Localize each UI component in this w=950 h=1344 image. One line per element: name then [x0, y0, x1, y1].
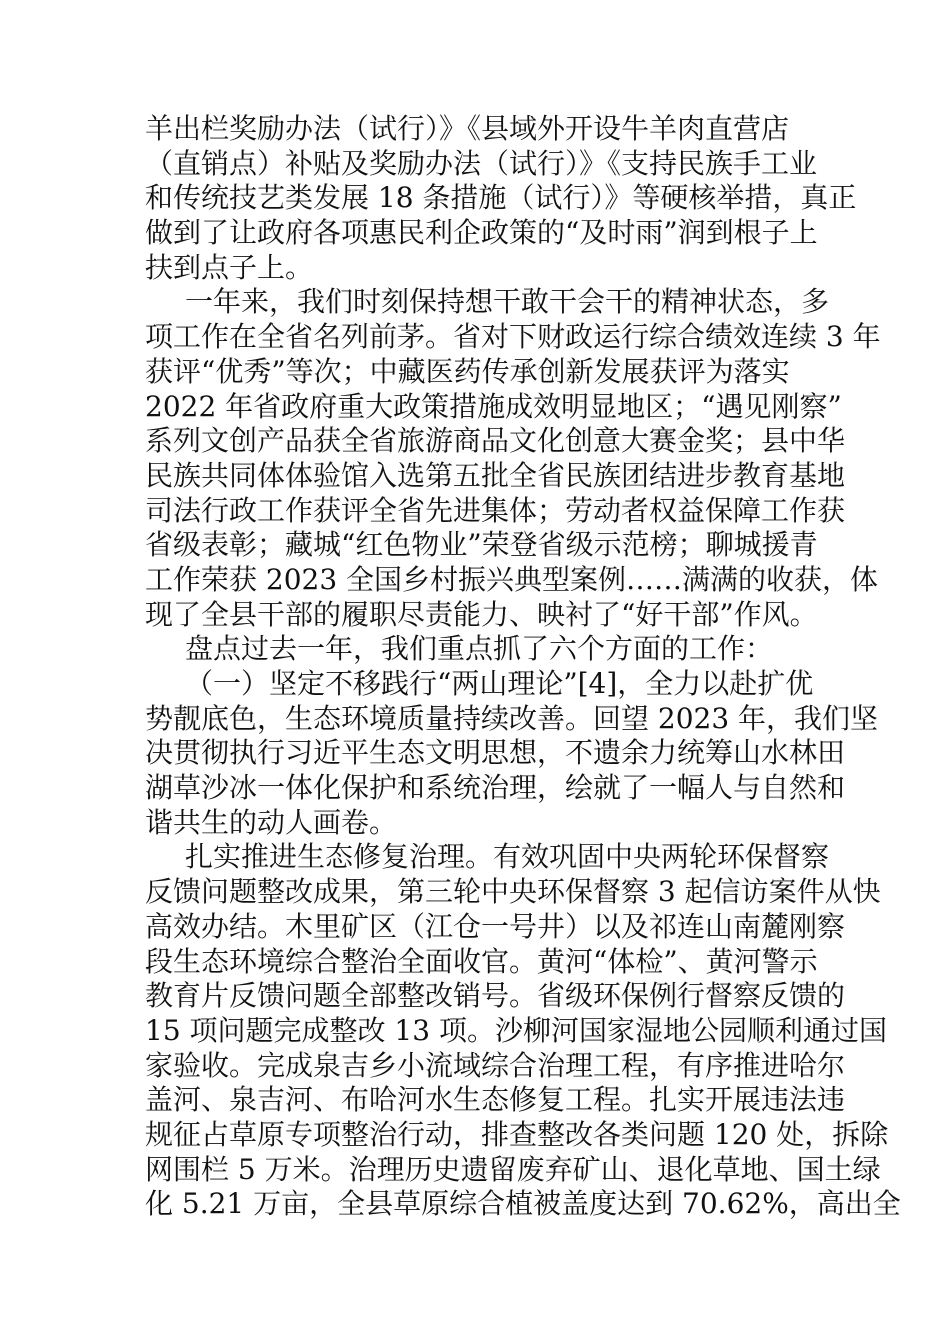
text-line: 民族共同体体验馆入选第五批全省民族团结进步教育基地 — [145, 458, 846, 492]
text-line: 网围栏 5 万米。治理历史遗留废弃矿山、退化草地、国土绿 — [145, 1152, 881, 1186]
text-line: 化 5.21 万亩，全县草原综合植被盖度达到 70.62%，高出全 — [145, 1187, 901, 1221]
text-line: （直销点）补贴及奖励办法（试行）》《支持民族手工业 — [145, 146, 818, 180]
text-line: 势靓底色，生态环境质量持续改善。回望 2023 年，我们坚 — [145, 701, 879, 735]
text-line: 和传统技艺类发展 18 条措施（试行）》等硬核举措，真正 — [145, 181, 857, 215]
text-line: 家验收。完成泉吉乡小流域综合治理工程，有序推进哈尔 — [145, 1048, 846, 1082]
text-line: 一年来，我们时刻保持想干敢干会干的精神状态，多 — [185, 285, 830, 319]
text-line: 15 项问题完成整改 13 项。沙柳河国家湿地公园顺利通过国 — [145, 1013, 887, 1047]
text-line: 高效办结。木里矿区（江仓一号井）以及祁连山南麓刚察 — [145, 909, 846, 943]
text-line: 扎实推进生态修复治理。有效巩固中央两轮环保督察 — [185, 840, 830, 874]
text-line: 获评“优秀”等次；中藏医药传承创新发展获评为落实 — [145, 354, 790, 388]
text-line: 羊出栏奖励办法（试行）》《县域外开设牛羊肉直营店 — [145, 112, 790, 145]
text-line: 湖草沙冰一体化保护和系统治理，绘就了一幅人与自然和 — [145, 771, 846, 805]
paragraph-achievements — [145, 285, 881, 632]
text-line: 省级表彰；藏城“红色物业”荣登省级示范榜；聊城援青 — [145, 528, 818, 562]
text-line: 决贯彻执行习近平生态文明思想，不遗余力统筹山水林田 — [145, 736, 846, 770]
text-line: 现了全县干部的履职尽责能力、映衬了“好干部”作风。 — [145, 597, 818, 631]
text-line: 反馈问题整改成果，第三轮中央环保督察 3 起信访案件从快 — [145, 875, 881, 909]
text-line: 做到了让政府各项惠民利企政策的“及时雨”润到根子上 — [145, 216, 818, 250]
paragraph-ecological-restoration — [145, 840, 901, 1222]
text-line: 盖河、泉吉河、布哈河水生态修复工程。扎实开展违法违 — [145, 1083, 846, 1117]
document-page — [145, 112, 901, 1222]
paragraph-section-one-heading — [145, 667, 879, 840]
text-line: 教育片反馈问题全部整改销号。省级环保例行督察反馈的 — [145, 979, 846, 1013]
text-line: 盘点过去一年，我们重点抓了六个方面的工作： — [185, 632, 774, 666]
text-line: 谐共生的动人画卷。 — [145, 805, 398, 839]
text-line: 2022 年省政府重大政策措施成效明显地区；“遇见刚察” — [145, 389, 842, 423]
text-line: 工作荣获 2023 全国乡村振兴典型案例……满满的收获，体 — [145, 562, 879, 596]
text-line: 规征占草原专项整治行动，排查整改各类问题 120 处，拆除 — [145, 1117, 889, 1151]
text-line: 系列文创产品获全省旅游商品文化创意大赛金奖；县中华 — [145, 424, 846, 458]
paragraph-summary-intro — [145, 632, 810, 667]
text-line: 扶到点子上。 — [145, 250, 314, 284]
text-line: 段生态环境综合整治全面收官。黄河“体检”、黄河警示 — [145, 944, 818, 978]
paragraph-policy-measures — [145, 112, 857, 285]
text-line: （一）坚定不移践行“两山理论”[4]，全力以赴扩优 — [185, 667, 814, 700]
text-line: 项工作在全省名列前茅。省对下财政运行综合绩效连续 3 年 — [145, 320, 881, 354]
text-line: 司法行政工作获评全省先进集体；劳动者权益保障工作获 — [145, 493, 846, 527]
